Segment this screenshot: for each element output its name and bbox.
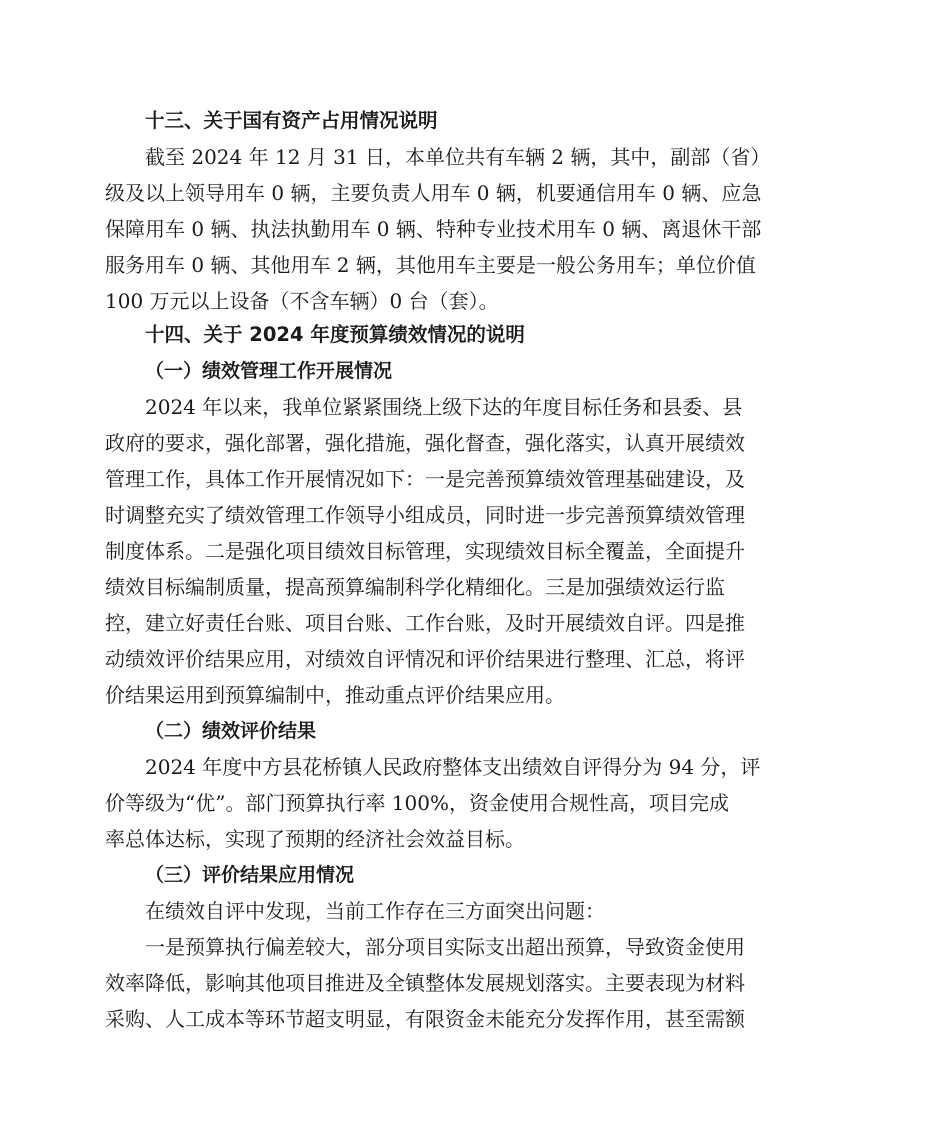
sub3-intro: 在绩效自评中发现，当前工作存在三方面突出问题： bbox=[145, 899, 605, 923]
subsection-1-heading: （一）绩效管理工作开展情况 bbox=[145, 360, 393, 382]
subsection-2-heading: （二）绩效评价结果 bbox=[145, 720, 317, 742]
sub3-line-2: 效率降低，影响其他项目推进及全镇整体发展规划落实。主要表现为材料 bbox=[105, 971, 745, 995]
s13-line-2: 级及以上领导用车 0 辆，主要负责人用车 0 辆，机要通信用车 0 辆、应急 bbox=[105, 181, 762, 205]
s13-line-1: 截至 2024 年 12 月 31 日，本单位共有车辆 2 辆，其中，副部（省） bbox=[145, 145, 771, 169]
sub1-line-8: 动绩效评价结果应用，对绩效自评情况和评价结果进行整理、汇总，将评 bbox=[105, 647, 745, 671]
sub1-line-4: 时调整充实了绩效管理工作领导小组成员，同时进一步完善预算绩效管理 bbox=[105, 503, 745, 527]
sub1-line-5: 制度体系。二是强化项目绩效目标管理，实现绩效目标全覆盖，全面提升 bbox=[105, 539, 745, 563]
sub3-line-1: 一是预算执行偏差较大，部分项目实际支出超出预算，导致资金使用 bbox=[145, 935, 745, 959]
sub1-line-7: 控，建立好责任台账、项目台账、工作台账，及时开展绩效自评。四是推 bbox=[105, 611, 745, 635]
sub1-line-1: 2024 年以来，我单位紧紧围绕上级下达的年度目标任务和县委、县 bbox=[145, 395, 743, 419]
sub1-line-9: 价结果运用到预算编制中，推动重点评价结果应用。 bbox=[105, 683, 565, 707]
sub2-line-3: 率总体达标，实现了预期的经济社会效益目标。 bbox=[105, 827, 525, 851]
sub1-line-2: 政府的要求，强化部署，强化措施，强化督查，强化落实，认真开展绩效 bbox=[105, 431, 745, 455]
s13-line-5: 100 万元以上设备（不含车辆）0 台（套）。 bbox=[105, 289, 499, 313]
s13-line-3: 保障用车 0 辆、执法执勤用车 0 辆、特种专业技术用车 0 辆、离退休干部 bbox=[105, 217, 762, 241]
section-14-heading: 十四、关于 2024 年度预算绩效情况的说明 bbox=[145, 323, 525, 346]
sub3-line-3: 采购、人工成本等环节超支明显，有限资金未能充分发挥作用，甚至需额 bbox=[105, 1007, 745, 1031]
sub2-line-2: 价等级为“优”。部门预算执行率 100%，资金使用合规性高，项目完成 bbox=[105, 791, 729, 815]
sub2-line-1: 2024 年度中方县花桥镇人民政府整体支出绩效自评得分为 94 分，评 bbox=[145, 755, 761, 779]
s13-line-4: 服务用车 0 辆、其他用车 2 辆，其他用车主要是一般公务用车；单位价值 bbox=[105, 253, 756, 277]
subsection-3-heading: （三）评价结果应用情况 bbox=[145, 864, 355, 886]
sub1-line-6: 绩效目标编制质量，提高预算编制科学化精细化。三是加强绩效运行监 bbox=[105, 575, 725, 599]
sub1-line-3: 管理工作，具体工作开展情况如下：一是完善预算绩效管理基础建设，及 bbox=[105, 467, 745, 491]
section-13-heading: 十三、关于国有资产占用情况说明 bbox=[145, 109, 438, 132]
